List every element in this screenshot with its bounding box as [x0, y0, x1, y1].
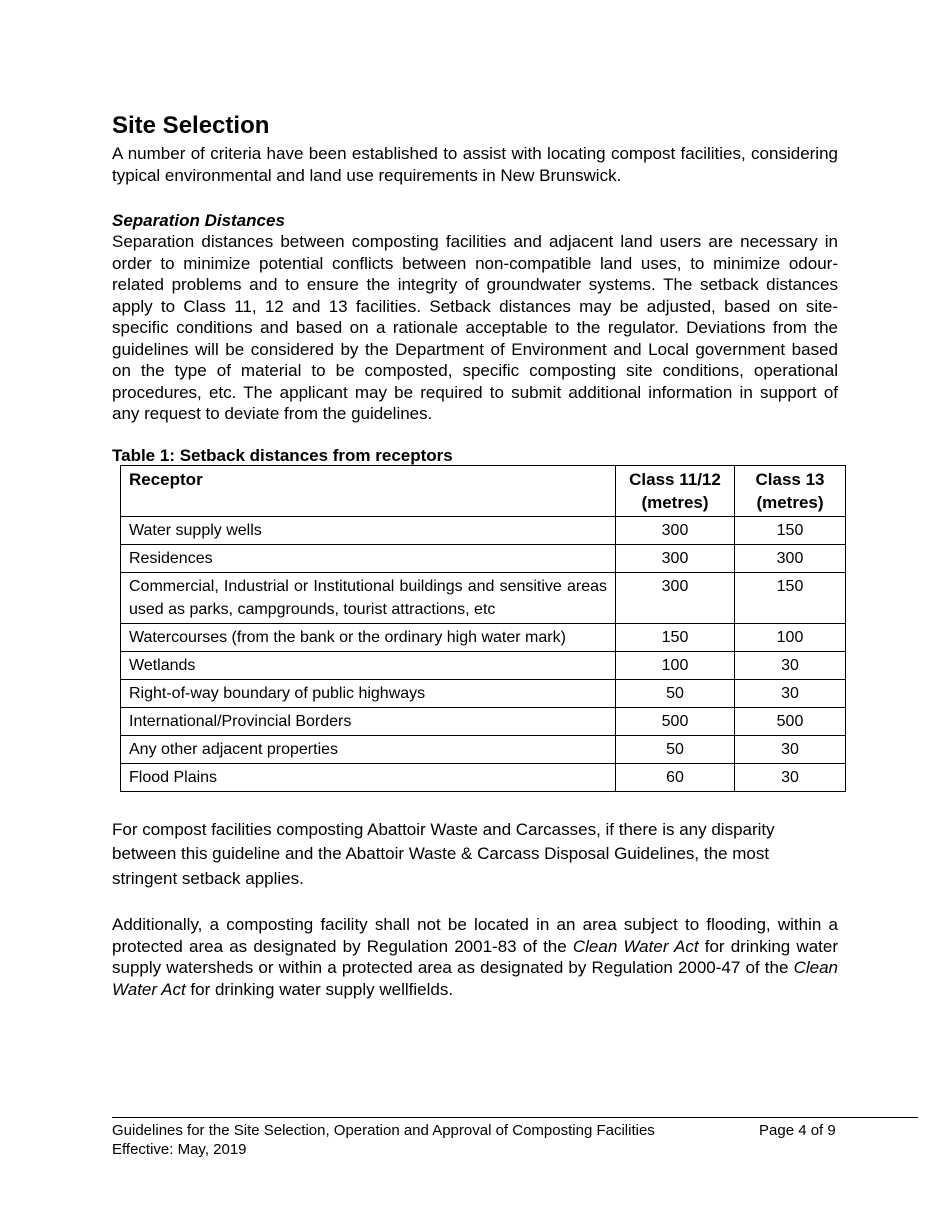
cell-class-11-12: 300 — [616, 544, 735, 572]
cell-class-11-12: 300 — [616, 516, 735, 544]
cell-class-13: 30 — [735, 651, 846, 679]
cell-receptor: Any other adjacent properties — [121, 735, 616, 763]
flooding-text-b: for drinking water supply watersheds or within a protected area as designated by Regulation 2000-47 of the — [112, 936, 838, 977]
table-row — [121, 572, 846, 623]
footer-doc-title: Guidelines for the Site Selection, Operation and Approval of Composting Facilities — [112, 1122, 655, 1139]
header-class-13-unit: (metres) — [756, 492, 824, 512]
cell-class-11-12: 300 — [616, 572, 735, 623]
cell-class-13: 150 — [735, 572, 846, 623]
header-class-11-12-title: Class 11/12 — [629, 469, 721, 489]
table-row — [121, 735, 846, 763]
footer-effective-date: Effective: May, 2019 — [112, 1141, 247, 1158]
cell-receptor: Flood Plains — [121, 763, 616, 791]
cell-receptor: Wetlands — [121, 651, 616, 679]
header-class-11-12 — [616, 465, 735, 516]
cell-receptor: Commercial, Industrial or Institutional buildings and sensitive areas used as parks, campgrounds, tourist attractions, etc — [121, 572, 616, 623]
table-row — [121, 763, 846, 791]
table-row — [121, 707, 846, 735]
table-caption: Table 1: Setback distances from receptors — [112, 445, 453, 465]
cell-class-13: 100 — [735, 623, 846, 651]
clean-water-act-ref-1: Clean Water Act — [572, 936, 699, 956]
header-class-11-12-unit: (metres) — [641, 492, 709, 512]
cell-class-11-12: 50 — [616, 735, 735, 763]
cell-receptor: International/Provincial Borders — [121, 707, 616, 735]
cell-class-13: 150 — [735, 516, 846, 544]
cell-receptor: Right-of-way boundary of public highways — [121, 679, 616, 707]
separation-heading: Separation Distances — [112, 211, 285, 230]
cell-class-11-12: 60 — [616, 763, 735, 791]
clean-water-act-ref-2: Clean Water Act — [112, 958, 838, 999]
abattoir-paragraph: For compost facilities composting Abattoir Waste and Carcasses, if there is any disparity between this guideline and the Abattoir Waste & Carcass Disposal Guidelines, the most stringent setback applies. — [112, 819, 775, 888]
cell-receptor: Water supply wells — [121, 516, 616, 544]
page-footer — [112, 1117, 918, 1159]
cell-receptor: Watercourses (from the bank or the ordinary high water mark) — [121, 623, 616, 651]
flooding-text-c: for drinking water supply wellfields. — [185, 979, 454, 999]
cell-class-11-12: 100 — [616, 651, 735, 679]
footer-row — [112, 1121, 918, 1140]
separation-paragraph: Separation distances between composting facilities and adjacent land users are necessary in order to minimize potential conflicts between non-compatible land uses, to minimize odour-related problems and to ensure the integrity of groundwater systems. The setback distances apply to Class 11, 12 and 13 facilities. Setback distances may be adjusted, based on site-specific conditions and based on a rationale acceptable to the regulator. Deviations from the guidelines will be considered by the Department of Environment and Local government based on the type of material to be composted, specific composting site conditions, operational procedures, etc. The applicant may be required to submit additional information in support of any request to deviate from the guidelines. — [112, 232, 838, 423]
header-receptor: Receptor — [121, 465, 616, 516]
flooding-paragraph — [112, 914, 838, 1000]
cell-class-13: 300 — [735, 544, 846, 572]
cell-class-13: 30 — [735, 679, 846, 707]
header-class-13-title: Class 13 — [755, 469, 825, 489]
cell-class-13: 500 — [735, 707, 846, 735]
cell-class-11-12: 500 — [616, 707, 735, 735]
page-content — [112, 112, 838, 1000]
cell-class-13: 30 — [735, 763, 846, 791]
table-header-row — [121, 465, 846, 516]
cell-receptor: Residences — [121, 544, 616, 572]
table-row — [121, 516, 846, 544]
footer-page-number: Page 4 of 9 — [759, 1122, 836, 1139]
section-title: Site Selection — [112, 112, 270, 139]
cell-class-11-12: 50 — [616, 679, 735, 707]
table-row — [121, 623, 846, 651]
intro-paragraph: A number of criteria have been established to assist with locating compost facilities, considering typical environmental and land use requirements in New Brunswick. — [112, 144, 838, 185]
header-class-13 — [735, 465, 846, 516]
table-row — [121, 651, 846, 679]
table-row — [121, 679, 846, 707]
cell-class-13: 30 — [735, 735, 846, 763]
cell-class-11-12: 150 — [616, 623, 735, 651]
flooding-text-a: Additionally, a composting facility shall not be located in an area subject to flooding, within a protected area as designated by Regulation 2001-83 of the — [112, 915, 838, 956]
table-row — [121, 544, 846, 572]
setback-table — [120, 465, 846, 792]
